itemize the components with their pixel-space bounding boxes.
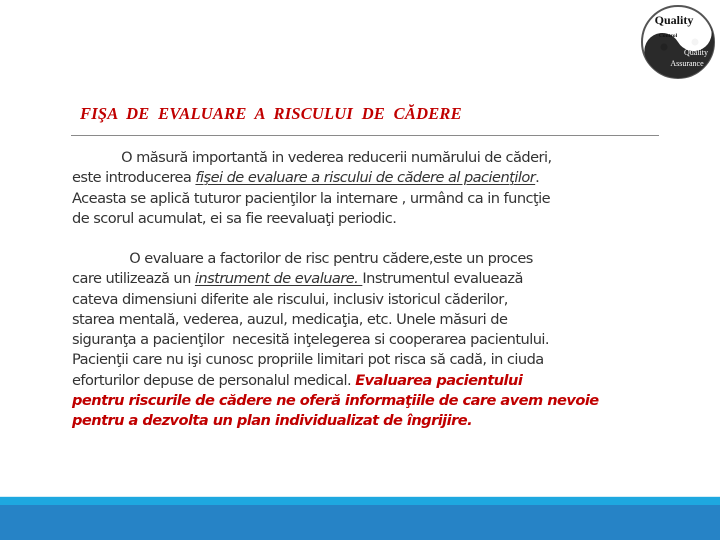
paragraph-1-line-1: O măsură importantă in vederea reducerii numărului de căderi, xyxy=(121,149,552,166)
footer-band-light xyxy=(0,497,720,505)
paragraph-1 xyxy=(72,148,672,229)
highlight-text: Evaluarea pacientului xyxy=(355,371,523,389)
svg-text:Assurance: Assurance xyxy=(670,59,704,68)
instrument-evaluare-link: instrument de evaluare. xyxy=(194,270,363,288)
footer-band-dark xyxy=(0,505,720,540)
title-divider xyxy=(71,135,659,136)
page-title: FIŞA DE EVALUARE A RISCULUI DE CĂDERE xyxy=(80,104,462,123)
svg-text:Quality: Quality xyxy=(684,48,708,57)
paragraph-2-line-5: siguranţa a pacienţilor necesită inţelegerea si cooperarea pacientului. xyxy=(72,331,549,349)
paragraph-2-line-4: starea mentală, vederea, auzul, medicaţia, etc. Unele măsuri de xyxy=(72,310,508,328)
svg-text:Control: Control xyxy=(658,33,678,39)
paragraph-2-line-7: eforturilor depuse de personalul medical. Evaluarea pacientului xyxy=(72,371,523,389)
paragraph-2-line-9: pentru a dezvolta un plan individualizat de îngrijire. xyxy=(72,412,473,430)
paragraph-2 xyxy=(72,249,672,432)
paragraph-2-line-1: O evaluare a factorilor de risc pentru cădere,este un proces xyxy=(129,250,533,267)
paragraph-1-line-3: Aceasta se aplică tuturor pacienţilor la internare , urmând ca in funcţie xyxy=(72,189,551,207)
fisa-evaluare-link: fişei de evaluare a riscului de cădere al pacienţilor xyxy=(195,169,536,187)
paragraph-2-line-2: care utilizează un instrument de evaluare. Instrumentul evaluează xyxy=(72,270,523,288)
paragraph-2-line-6: Pacienţii care nu işi cunosc propriile limitari pot risca să cadă, in ciuda xyxy=(72,351,544,369)
yin-yang-quality-icon xyxy=(640,4,716,80)
paragraph-1-line-4: de scorul acumulat, ei sa fie reevaluaţi periodic. xyxy=(72,209,397,227)
svg-text:Quality: Quality xyxy=(654,13,694,27)
quality-logo xyxy=(640,4,716,80)
paragraph-2-line-8: pentru riscurile de cădere ne oferă informaţiile de care avem nevoie xyxy=(72,392,599,410)
paragraph-2-line-3: cateva dimensiuni diferite ale riscului, inclusiv istoricul căderilor, xyxy=(72,290,508,308)
paragraph-1-line-2: este introducerea fişei de evaluare a riscului de cădere al pacienţilor. xyxy=(72,169,540,187)
